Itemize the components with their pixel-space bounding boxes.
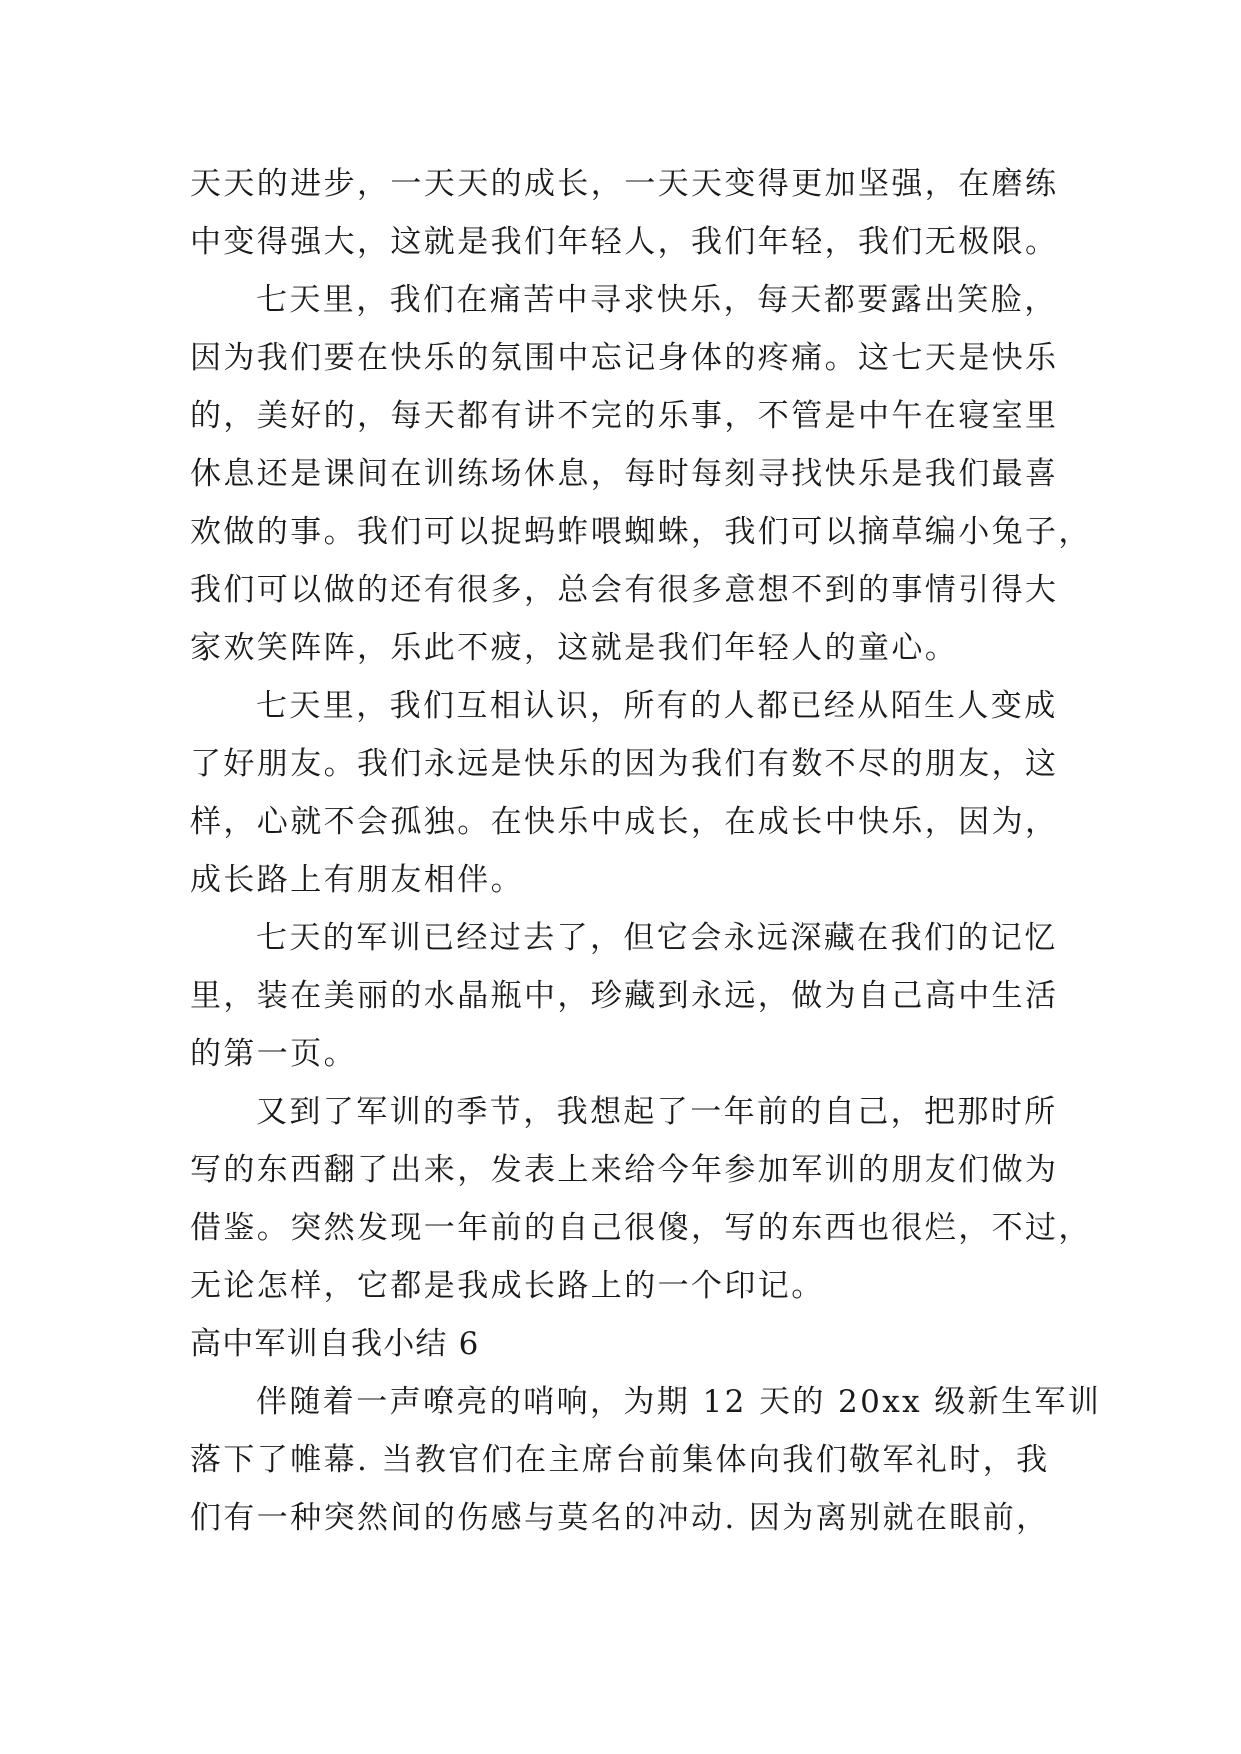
text-line: 写的东西翻了出来，发表上来给今年参加军训的朋友们做为 xyxy=(190,1152,1059,1188)
text-line: 的第一页。 xyxy=(190,1036,357,1072)
text-line: 家欢笑阵阵，乐此不疲，这就是我们年轻人的童心。 xyxy=(190,630,959,666)
document-body xyxy=(190,155,1102,1547)
text-line: 们有一种突然间的伤感与莫名的冲动. 因为离别就在眼前， xyxy=(190,1500,1050,1536)
text-line: 无论怎样，它都是我成长路上的一个印记。 xyxy=(190,1268,825,1304)
text-line: 了好朋友。我们永远是快乐的因为我们有数不尽的朋友，这 xyxy=(190,746,1059,782)
text-line: 欢做的事。我们可以捉蚂蚱喂蜘蛛，我们可以摘草编小兔子， xyxy=(190,514,1092,550)
text-line: 天天的进步，一天天的成长，一天天变得更加坚强，在磨练 xyxy=(190,166,1059,202)
text-line: 因为我们要在快乐的氛围中忘记身体的疼痛。这七天是快乐 xyxy=(190,340,1059,376)
paragraph-start-line: 又到了军训的季节，我想起了一年前的自己，把那时所 xyxy=(256,1094,1058,1130)
text-line: 我们可以做的还有很多，总会有很多意想不到的事情引得大 xyxy=(190,572,1059,608)
text-line: 休息还是课间在训练场休息，每时每刻寻找快乐是我们最喜 xyxy=(190,456,1059,492)
section-heading: 高中军训自我小结 6 xyxy=(190,1326,480,1362)
paragraph-start-line: 七天的军训已经过去了，但它会永远深藏在我们的记忆 xyxy=(256,920,1058,956)
paragraph-start-line: 伴随着一声嘹亮的哨响，为期 12 天的 20xx 级新生军训 xyxy=(256,1384,1102,1420)
text-line: 中变得强大，这就是我们年轻人，我们年轻，我们无极限。 xyxy=(190,224,1059,260)
paragraph-start-line: 七天里，我们互相认识，所有的人都已经从陌生人变成 xyxy=(256,688,1058,724)
text-line: 里，装在美丽的水晶瓶中，珍藏到永远，做为自己高中生活 xyxy=(190,978,1059,1014)
text-line: 借鉴。突然发现一年前的自己很傻，写的东西也很烂，不过， xyxy=(190,1210,1092,1246)
text-line: 落下了帷幕. 当教官们在主席台前集体向我们敬军礼时，我 xyxy=(190,1442,1050,1478)
text-line: 样，心就不会孤独。在快乐中成长，在成长中快乐，因为， xyxy=(190,804,1059,840)
text-line: 成长路上有朋友相伴。 xyxy=(190,862,524,898)
text-line: 的，美好的，每天都有讲不完的乐事，不管是中午在寝室里 xyxy=(190,398,1059,434)
paragraph-start-line: 七天里，我们在痛苦中寻求快乐，每天都要露出笑脸， xyxy=(256,282,1058,318)
